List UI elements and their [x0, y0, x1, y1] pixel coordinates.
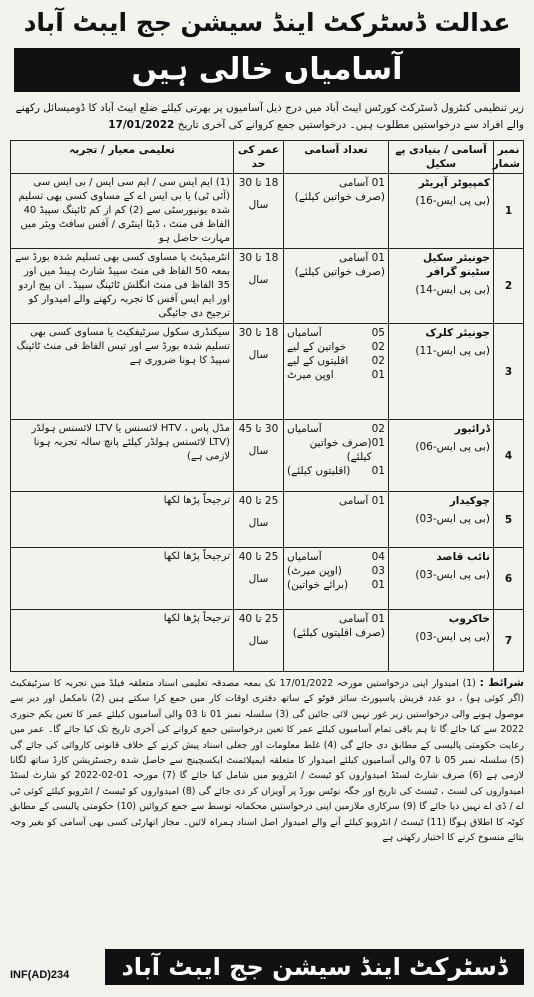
quantity-value: 02 [371, 423, 385, 435]
footer [10, 949, 524, 987]
quantity-line [287, 464, 385, 478]
table-row [11, 492, 524, 548]
pay-scale: (بی پی ایس-03) [415, 513, 490, 525]
quantity-cell [284, 174, 389, 249]
table-body [11, 174, 524, 672]
post-cell [389, 492, 494, 548]
age-cell [234, 610, 284, 672]
serial-cell: 5 [494, 492, 524, 548]
quantity-value: (صرف اقلیتوں کیلئے) [292, 627, 385, 639]
conditions-text: (1) امیدوار اپنی درخواستیں مورخہ 17/01/2022 تک بمعہ مصدقہ تعلیمی اسناد متعلقہ فیلڈ میں تجربہ کا سرٹیفکیٹ (اگر کوئی ہو) ، دو عدد فریش پاسپورٹ سائز فوٹو کے ساتھ دفتری اوقات کار میں جمع کرا سکتے ہیں (2) نامکمل اور دیر سے موصول ہونے والی درخواستیں زیر غور نہیں لائی جائیں گی (3) سلسلہ نمبر 01 تا 03 والی آسامیوں کیلئے عمر کا تعین یکم جنوری 2022 سے کیا جائے گا تا ہم باقی تمام آسامیوں کیلئے عمر کا تعین درخواستیں جمع کروانے کی آخری تاریخ تک کیا جائے گا۔ عمر میں رعایت حکومتی پالیسی کے مطابق دی جائے گی (4) غلط معلومات اور جعلی اسناد پیش کرنے کے خلاف قانونی کاروائی کی جائے گی (5) سلسلہ نمبر 05 تا 07 والی آسامیوں کیلئے امیدوار کا متعلقہ ایمپلائمنٹ ایکسچینج سے حاصل شدہ رجسٹریشن کارڈ ساتھ لگانا لازمی ہے (6) صرف شارٹ لسٹڈ امیدواروں کو ٹیسٹ / انٹرویو میں شامل کیا جائے گا (7) مورخہ 01-02-2022 کو شارٹ لسٹڈ امیدواروں کی لسٹ ، ٹیسٹ کی تاریخ اور جگہ نوٹس بورڈ پر آویزاں کر دی جائے گی (8) امیدواروں کو ٹیسٹ / انٹرویو کیلئے کوئی ٹی اے / ڈی اے نہیں دیا جائے گا (9) سرکاری ملازمین اپنی درخواستیں محکمانہ توسط سے جمع کروائیں (10) حکومتی پالیسی کے مطابق کوٹہ کا اطلاق ہوگا (11) ٹیسٹ / انٹرویو کیلئے آنے والے امیدوار اصل اسناد ہمراہ لائیں۔ مجاز اتھارٹی کسی بھی آسامی کو بغیر وجہ بتائے منسوخ کرنے کا اختیار رکھتی ہے [10, 678, 524, 844]
post-name: خاکروب [448, 613, 490, 625]
post-name: کمپیوٹر آپریٹر [418, 177, 490, 189]
quantity-value: 01 [371, 369, 385, 381]
age-unit: سال [248, 274, 269, 286]
age-range: 18 تا 30 [238, 252, 279, 264]
pay-scale: (بی پی ایس-03) [415, 631, 490, 643]
quantity-line [287, 190, 385, 204]
age-cell [234, 324, 284, 420]
qualification-cell: سیکنڈری سکول سرٹیفکیٹ یا مساوی کسی بھی تسلیم شدہ بورڈ سے اور تیس الفاظ فی منٹ ٹائپنگ سپیڈ کا ہونا ضروری ہے [11, 324, 234, 420]
serial-cell: 4 [494, 420, 524, 492]
vacancies-banner: آسامیاں خالی ہیں [14, 48, 520, 92]
quantity-cell [284, 324, 389, 420]
age-range: 30 تا 45 [238, 423, 279, 435]
pay-scale: (بی پی ایس-11) [415, 345, 490, 357]
qualification-cell: مڈل پاس ، HTV لائسنس یا LTV لائسنس ہولڈر (LTV لائسنس ہولڈر کیلئے پانچ سالہ تجربہ ہونا لازمی ہے) [11, 420, 234, 492]
pay-scale: (بی پی ایس-03) [415, 569, 490, 581]
header-post: آسامی / بنیادی پے سکیل [389, 141, 494, 174]
quantity-value: 04 [371, 551, 385, 563]
quantity-line [287, 436, 385, 464]
quantity-note: (اوپن میرٹ) [287, 565, 342, 577]
quantity-note: خواتین کے لیے [287, 341, 347, 353]
quantity-line [287, 326, 385, 340]
quantity-line [287, 494, 385, 508]
table-row [11, 249, 524, 324]
qualification-cell: (1) ایم ایس سی / ایم سی ایس / بی ایس سی (آئی ٹی) یا بی ایس اے کے مساوی کسی بھی تسلیم شدہ یونیورسٹی سے (2) کم از کم ٹائپنگ سپیڈ 40 الفاظ فی منٹ ، ڈیٹا اینٹری / آفس سافٹ ویئر میں مہارت حاصل ہو [11, 174, 234, 249]
quantity-line [287, 354, 385, 368]
quantity-line [287, 265, 385, 279]
post-cell [389, 548, 494, 610]
post-name: جونیئر سکیل سٹینو گرافر [423, 252, 490, 278]
serial-cell: 2 [494, 249, 524, 324]
age-unit: سال [248, 573, 269, 585]
age-range: 25 تا 40 [238, 495, 279, 507]
table-row [11, 324, 524, 420]
age-cell [234, 174, 284, 249]
quantity-note: آسامیاں [287, 327, 322, 339]
table-row [11, 174, 524, 249]
pay-scale: (بی پی ایس-14) [415, 284, 490, 296]
quantity-note: اقلیتوں کے لیے [287, 355, 349, 367]
serial-cell: 3 [494, 324, 524, 420]
post-name: ڈرائیور [454, 423, 490, 435]
pay-scale: (بی پی ایس-06) [415, 441, 490, 453]
table-row [11, 548, 524, 610]
quantity-cell [284, 249, 389, 324]
quantity-note: (برائے خواتین) [287, 579, 349, 591]
post-cell [389, 324, 494, 420]
post-cell [389, 249, 494, 324]
age-cell [234, 492, 284, 548]
quantity-note: اوپن میرٹ [287, 369, 334, 381]
quantity-line [287, 422, 385, 436]
intro-text: زیر تنظیمی کنٹرول ڈسٹرکٹ کورٹس ایبٹ آباد میں درج ذیل آسامیوں پر بھرتی کیلئے ضلع ایبٹ آباد کا ڈومیسائل رکھنے والے افراد سے درخواستیں مطلوب ہیں۔ درخواستیں جمع کروانے کی آخری تاریخ [15, 102, 524, 131]
quantity-cell [284, 492, 389, 548]
header-age: عمر کی حد [234, 141, 284, 174]
post-name: چوکیدار [449, 495, 490, 507]
quantity-line [287, 612, 385, 626]
quantity-cell [284, 548, 389, 610]
quantity-line [287, 368, 385, 382]
age-unit: سال [248, 349, 269, 361]
age-range: 25 تا 40 [238, 613, 279, 625]
footer-court-name: ڈسٹرکٹ اینڈ سیشن جج ایبٹ آباد [105, 949, 524, 985]
quantity-value: 02 [371, 341, 385, 353]
quantity-note: (اقلیتوں کیلئے) [287, 465, 351, 477]
quantity-value: 01 [371, 465, 385, 477]
serial-cell: 7 [494, 610, 524, 672]
quantity-line [287, 550, 385, 564]
quantity-line [287, 626, 385, 640]
age-unit: سال [248, 199, 269, 211]
serial-cell: 1 [494, 174, 524, 249]
conditions-label: شرائط : [479, 677, 524, 689]
qualification-cell: ترجیحاً پڑھا لکھا [11, 492, 234, 548]
age-cell [234, 548, 284, 610]
vacancy-table [10, 140, 524, 672]
quantity-cell [284, 420, 389, 492]
qualification-cell: انٹرمیڈیٹ یا مساوی کسی بھی تسلیم شدہ بورڈ سے بمعہ 50 الفاظ فی منٹ سپیڈ شارٹ ہینڈ میں اور 35 الفاظ فی منٹ انگلش ٹائپنگ سپیڈ۔ ان پیج اردو اور ایم ایس آفس کا تجربہ رکھنے والے امیدوار کو ترجیح دی جائیگی [11, 249, 234, 324]
quantity-value: 01 [371, 437, 385, 449]
reference-number: INF(AD)234 [10, 969, 70, 981]
post-name: جونیئر کلرک [425, 327, 490, 339]
qualification-cell: ترجیحاً پڑھا لکھا [11, 610, 234, 672]
quantity-cell [284, 610, 389, 672]
quantity-value: 01 آسامی [338, 252, 385, 264]
age-cell [234, 249, 284, 324]
quantity-line [287, 340, 385, 354]
age-cell [234, 420, 284, 492]
quantity-line [287, 564, 385, 578]
quantity-value: 01 [371, 579, 385, 591]
quantity-value: 01 آسامی [338, 613, 385, 625]
age-range: 25 تا 40 [238, 551, 279, 563]
post-cell [389, 174, 494, 249]
quantity-line [287, 176, 385, 190]
header-serial: نمبر شمار [494, 141, 524, 174]
court-name-heading: عدالت ڈسٹرکٹ اینڈ سیشن جج ایبٹ آباد [23, 8, 511, 37]
post-cell [389, 610, 494, 672]
age-unit: سال [248, 445, 269, 457]
quantity-line [287, 251, 385, 265]
quantity-value: (صرف خواتین کیلئے) [294, 191, 385, 203]
table-row [11, 610, 524, 672]
post-name: نائب قاصد [436, 551, 490, 563]
table-header-row [11, 141, 524, 174]
serial-cell: 6 [494, 548, 524, 610]
age-range: 18 تا 30 [238, 327, 279, 339]
age-unit: سال [248, 635, 269, 647]
quantity-note: آسامیاں [287, 423, 322, 435]
last-date: 17/01/2022 [108, 119, 175, 131]
header-quantity: تعداد آسامی [284, 141, 389, 174]
quantity-note: (صرف خواتین کیلئے) [309, 437, 372, 463]
quantity-value: (صرف خواتین کیلئے) [294, 266, 385, 278]
quantity-note: آسامیاں [287, 551, 322, 563]
qualification-cell: ترجیحاً پڑھا لکھا [11, 548, 234, 610]
quantity-value: 05 [371, 327, 385, 339]
quantity-line [287, 578, 385, 592]
quantity-value: 02 [371, 355, 385, 367]
quantity-value: 01 آسامی [338, 177, 385, 189]
quantity-value: 01 آسامی [338, 495, 385, 507]
intro-paragraph [10, 100, 524, 136]
age-range: 18 تا 30 [238, 177, 279, 189]
post-cell [389, 420, 494, 492]
pay-scale: (بی پی ایس-16) [415, 195, 490, 207]
conditions-block [10, 676, 524, 872]
quantity-value: 03 [371, 565, 385, 577]
table-row [11, 420, 524, 492]
header-qualification: تعلیمی معیار / تجربہ [11, 141, 234, 174]
age-unit: سال [248, 517, 269, 529]
